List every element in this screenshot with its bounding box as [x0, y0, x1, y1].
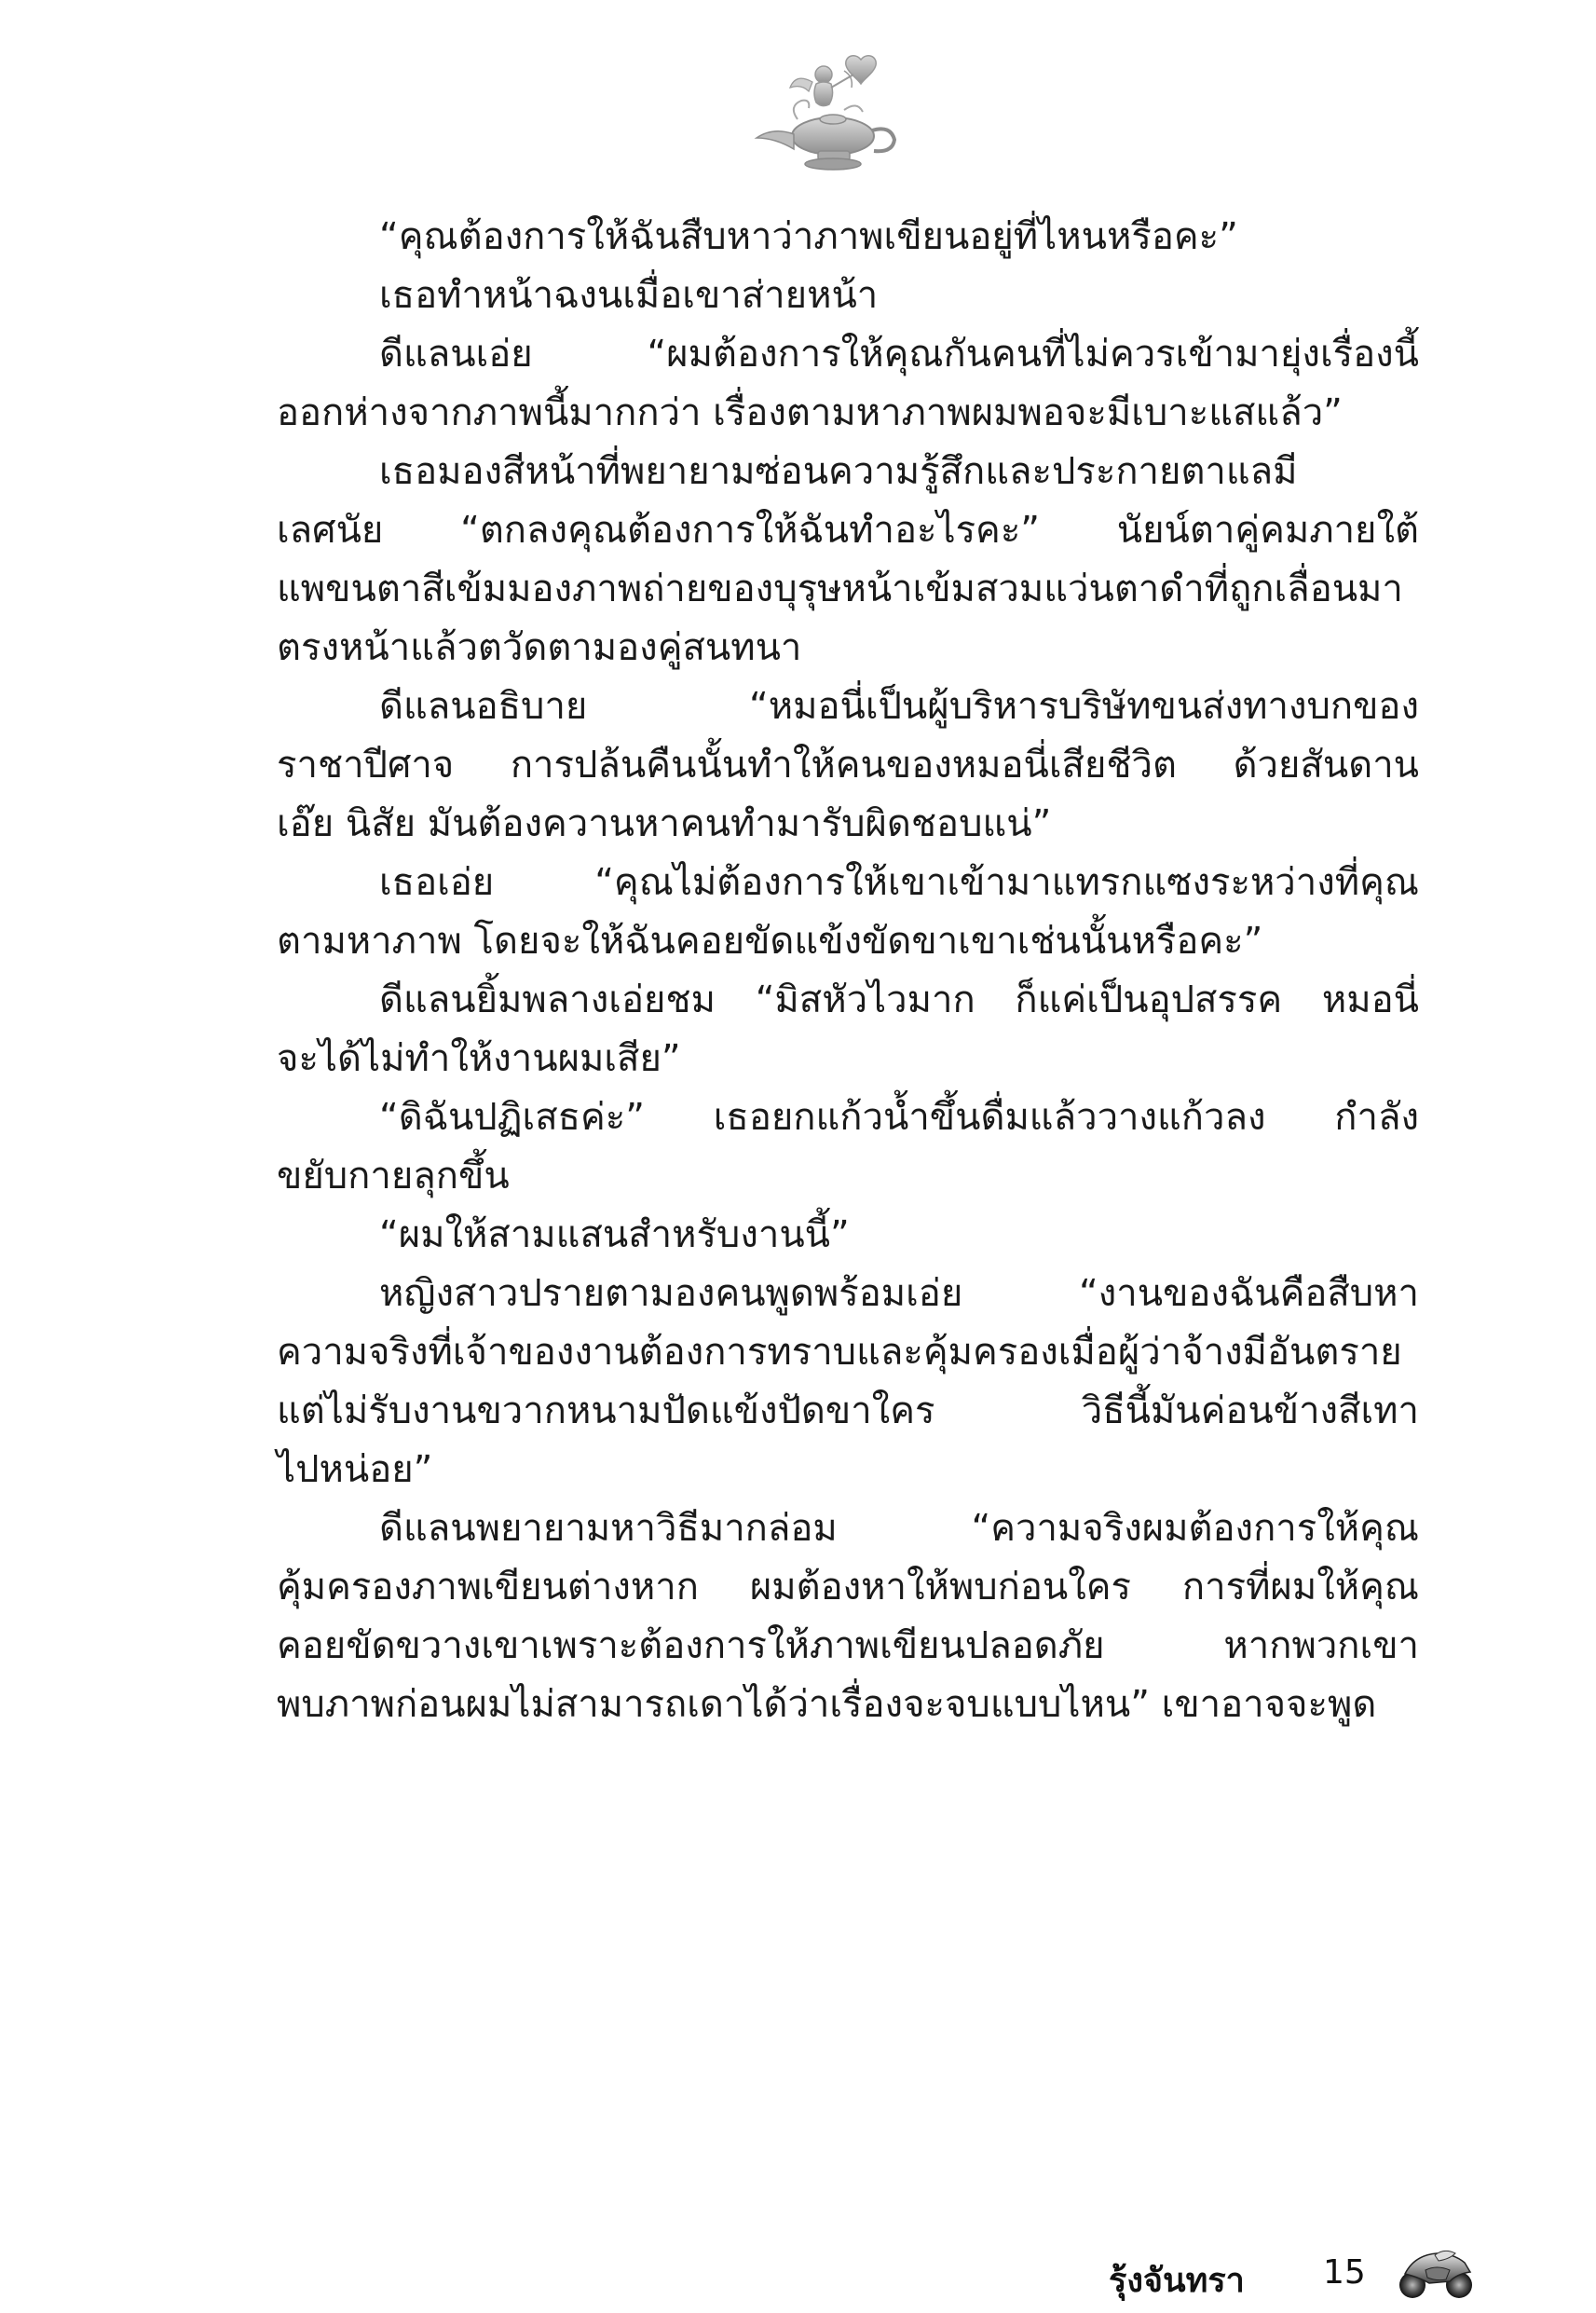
text-line: ราชาปีศาจ การปล้นคืนนั้นทำให้คนของหมอนี่เสียชีวิต ด้วยสันดาน: [277, 744, 1419, 787]
running-title: รุ้งจันทรา: [1109, 2262, 1245, 2300]
cupid-teapot-ornament-icon: [751, 54, 909, 175]
text-line: เธอมองสีหน้าที่พยายามซ่อนความรู้สึกและประกายตาแลมี: [379, 450, 1298, 493]
text-line: ดีแลนเอ่ย “ผมต้องการให้คุณกันคนที่ไม่ควรเข้ามายุ่งเรื่องนี้: [379, 333, 1419, 376]
text-line: เลศนัย “ตกลงคุณต้องการให้ฉันทำอะไรคะ” นัยน์ตาคู่คมภายใต้: [277, 509, 1419, 552]
text-line: ออกห่างจากภาพนี้มากกว่า เรื่องตามหาภาพผมพอจะมีเบาะแสแล้ว”: [277, 391, 1343, 434]
text-line: คุ้มครองภาพเขียนต่างหาก ผมต้องหาให้พบก่อนใคร การที่ผมให้คุณ: [277, 1566, 1419, 1608]
body-text: [277, 208, 1419, 1734]
text-line: “คุณต้องการให้ฉันสืบหาว่าภาพเขียนอยู่ที่ไหนหรือคะ”: [379, 215, 1238, 258]
text-line: แต่ไม่รับงานขวากหนามปัดแข้งปัดขาใคร วิธีนี้มันค่อนข้างสีเทา: [277, 1389, 1419, 1432]
text-line: หญิงสาวปรายตามองคนพูดพร้อมเอ่ย “งานของฉันคือสืบหา: [379, 1272, 1419, 1315]
text-line: ขยับกายลุกขึ้น: [277, 1155, 510, 1198]
text-line: ตรงหน้าแล้วตวัดตามองคู่สนทนา: [277, 626, 802, 669]
text-line: ไปหน่อย”: [277, 1448, 433, 1491]
text-line: เอ๊ย นิสัย มันต้องควานหาคนทำมารับผิดชอบแน่”: [277, 802, 1052, 845]
text-line: ดีแลนยิ้มพลางเอ่ยชม “มิสหัวไวมาก ก็แค่เป็นอุปสรรค หมอนี่: [379, 979, 1419, 1021]
text-line: คอยขัดขวางเขาเพราะต้องการให้ภาพเขียนปลอดภัย หากพวกเขา: [277, 1624, 1419, 1667]
text-line: “ผมให้สามแสนสำหรับงานนี้”: [379, 1213, 850, 1256]
text-line: พบภาพก่อนผมไม่สามารถเดาได้ว่าเรื่องจะจบแบบไหน” เขาอาจจะพูด: [277, 1683, 1377, 1726]
motorcycle-icon: [1398, 2242, 1474, 2300]
text-line: เธอทำหน้าฉงนเมื่อเขาส่ายหน้า: [379, 274, 879, 317]
text-line: ดีแลนพยายามหาวิธีมากล่อม “ความจริงผมต้องการให้คุณ: [379, 1507, 1419, 1550]
text-line: “ดิฉันปฏิเสธค่ะ” เธอยกแก้วน้ำขึ้นดื่มแล้ววางแก้วลง กำลัง: [379, 1096, 1419, 1139]
text-line: ดีแลนอธิบาย “หมอนี่เป็นผู้บริหารบริษัทขนส่งทางบกของ: [379, 685, 1419, 728]
page-number: 15: [1323, 2253, 1366, 2292]
text-line: เธอเอ่ย “คุณไม่ต้องการให้เขาเข้ามาแทรกแซงระหว่างที่คุณ: [379, 861, 1419, 904]
text-line: ตามหาภาพ โดยจะให้ฉันคอยขัดแข้งขัดขาเขาเช่นนั้นหรือคะ”: [277, 920, 1263, 963]
text-line: จะได้ไม่ทำให้งานผมเสีย”: [277, 1037, 681, 1080]
text-line: แพขนตาสีเข้มมองภาพถ่ายของบุรุษหน้าเข้มสวมแว่นตาดำที่ถูกเลื่อนมา: [277, 568, 1403, 610]
text-line: ความจริงที่เจ้าของงานต้องการทราบและคุ้มครองเมื่อผู้ว่าจ้างมีอันตราย: [277, 1331, 1402, 1374]
page-footer: [1071, 2248, 1472, 2313]
